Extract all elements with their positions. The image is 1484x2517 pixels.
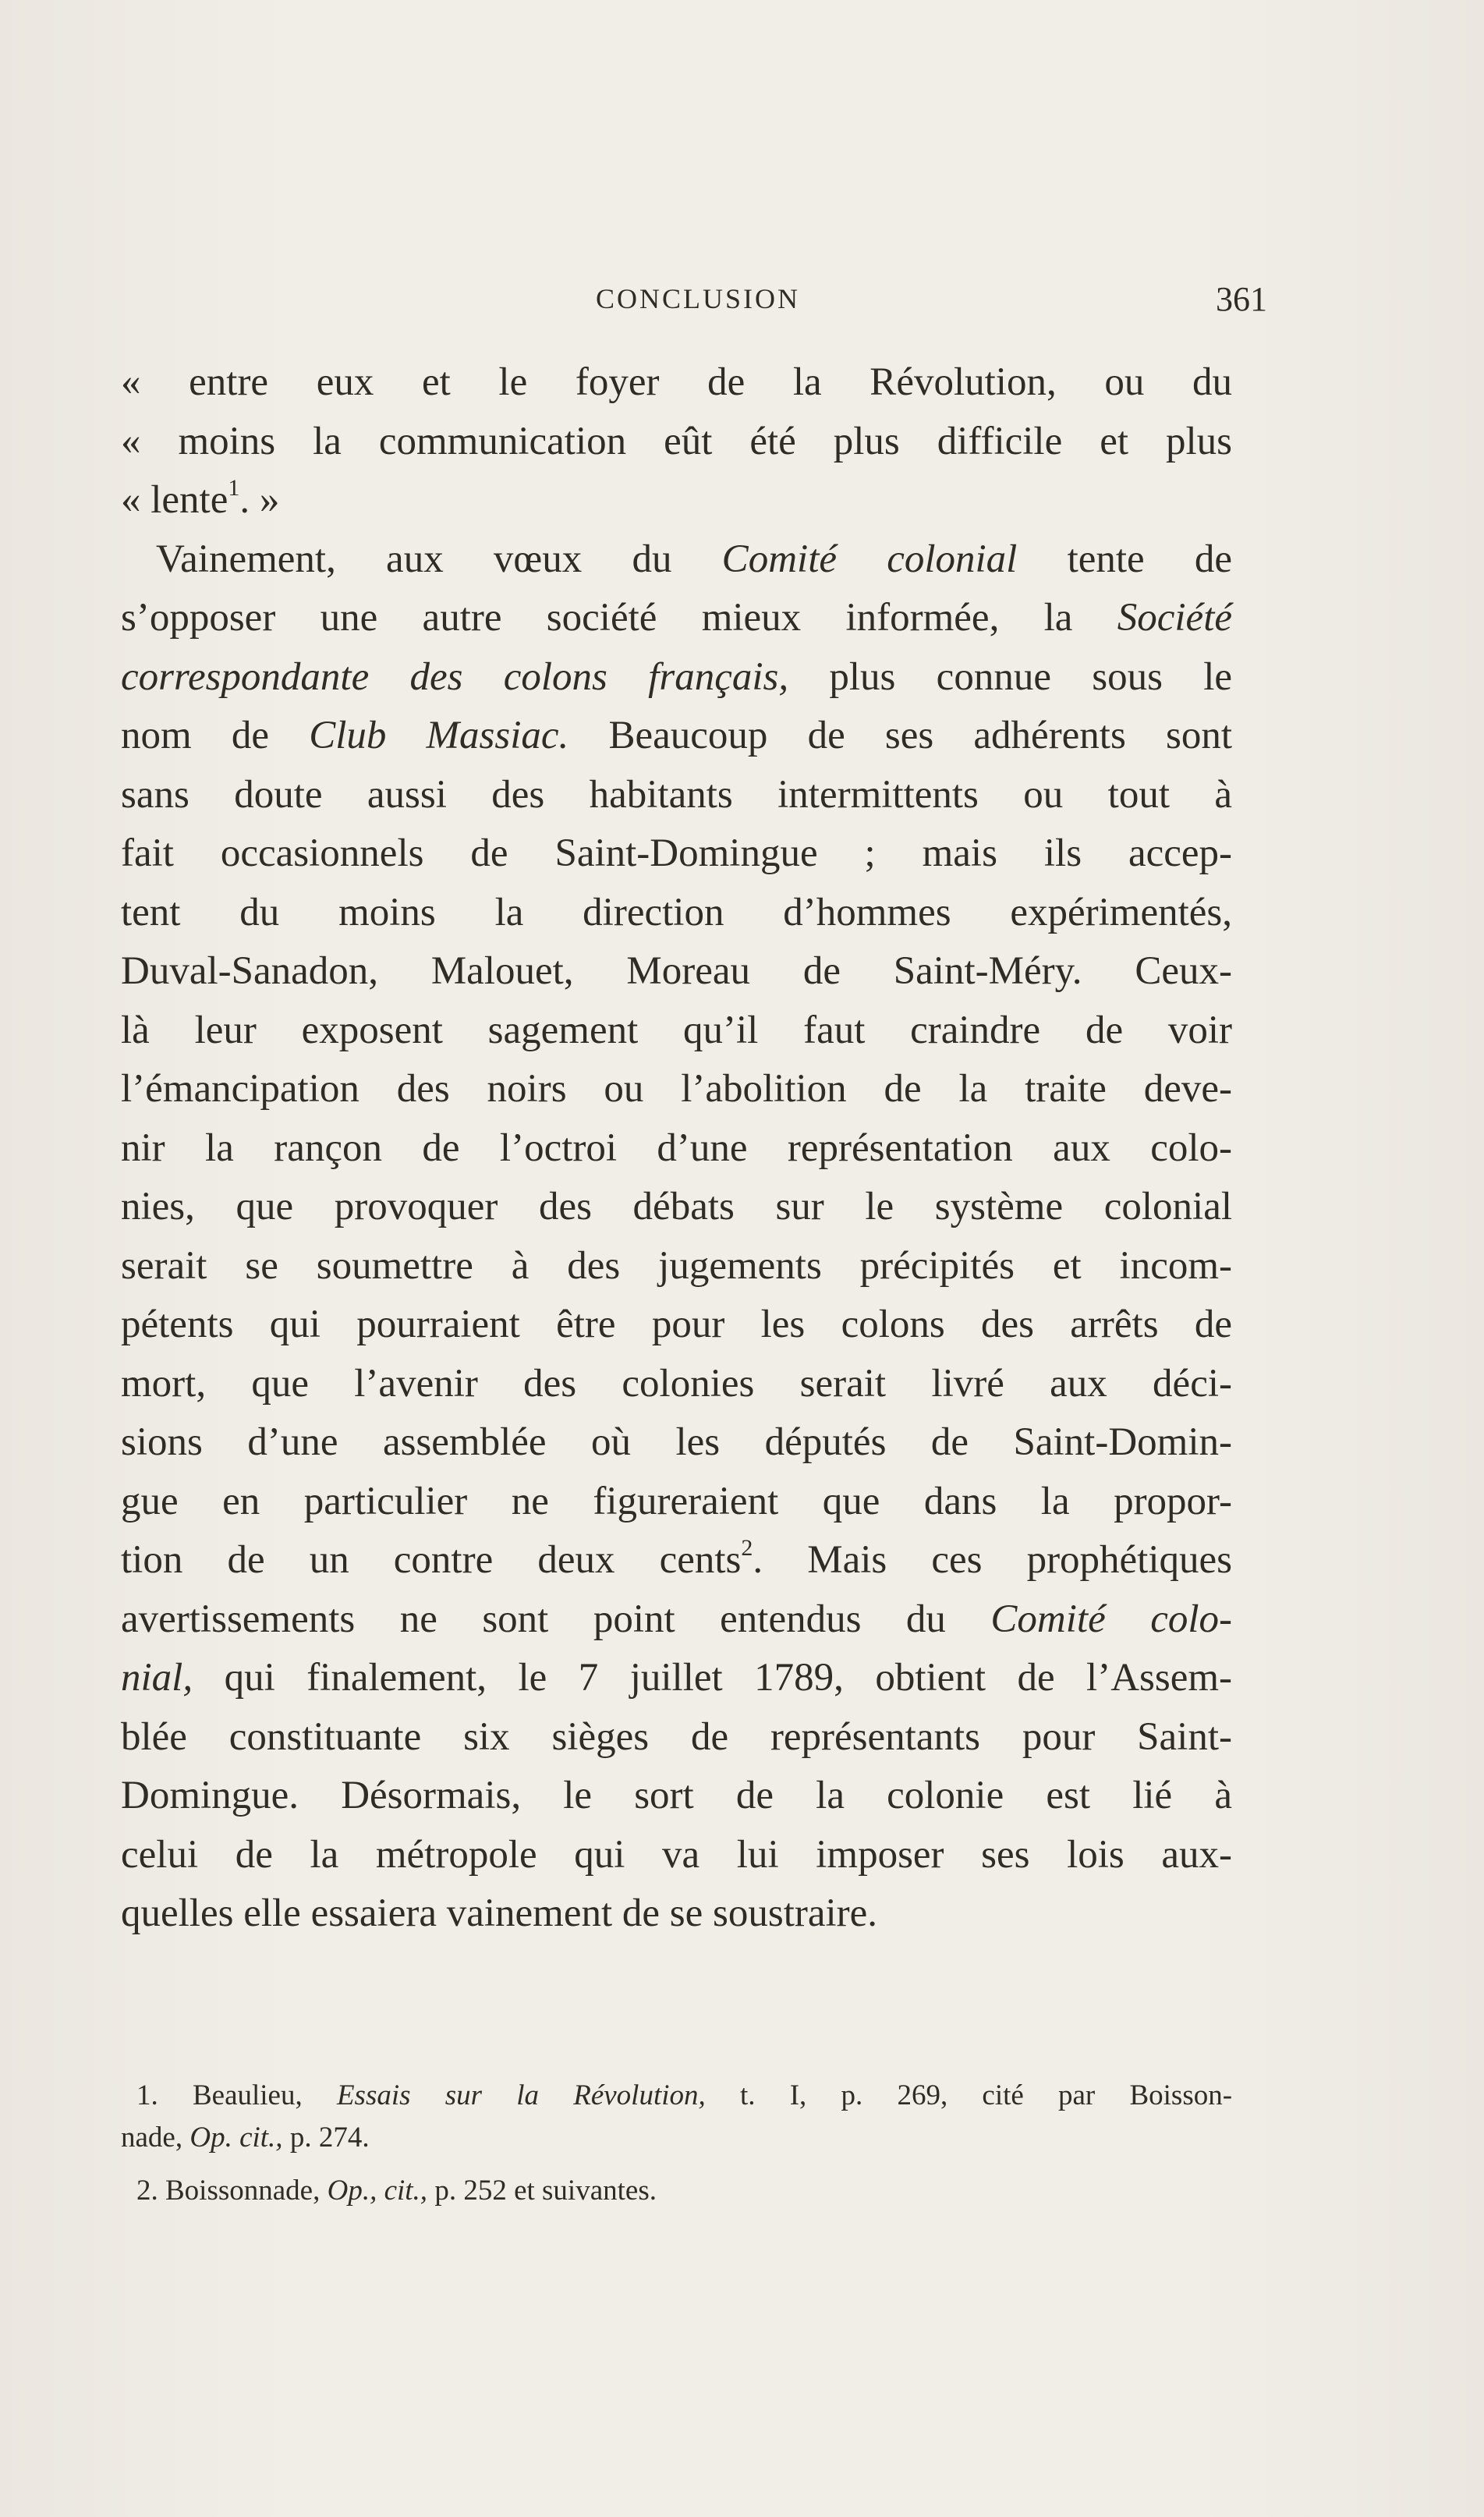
text-line: correspondante des colons français, plus connue sous le	[121, 654, 1232, 699]
footnote-ref-2: 2	[741, 1535, 753, 1561]
text-line: « entre eux et le foyer de la Révolution, ou du	[121, 360, 1232, 404]
text-line: Vainement, aux vœux du Comité colonial tente de	[156, 537, 1233, 581]
text-line: avertissements ne sont point entendus du Comité colo-	[121, 1597, 1232, 1641]
text-line: blée constituante six sièges de représentants pour Saint-	[121, 1714, 1232, 1759]
text-line: s’opposer une autre société mieux informée, la Société	[121, 596, 1232, 640]
text-line: l’émancipation des noirs ou l’abolition de la traite deve-	[121, 1067, 1232, 1111]
footnote-1: 1. Beaulieu, Essais sur la Révolution, t. I, p. 269, cité par Boisson-	[136, 2079, 1233, 2111]
running-title: CONCLUSION	[595, 283, 800, 314]
text-line: nir la rançon de l’octroi d’une représentation aux colo-	[121, 1126, 1232, 1170]
text-line: mort, que l’avenir des colonies serait livré aux déci-	[121, 1361, 1232, 1406]
text-line: Duval-Sanadon, Malouet, Moreau de Saint-Méry. Ceux-	[121, 949, 1232, 993]
text-line: nies, que provoquer des débats sur le système colonial	[121, 1185, 1232, 1228]
text-line: « moins la communication eût été plus difficile et plus	[121, 419, 1232, 463]
text-line: Domingue. Désormais, le sort de la colonie est lié à	[121, 1774, 1232, 1817]
body-text	[121, 353, 1232, 1944]
footnote-2: 2. Boissonnade, Op., cit., p. 252 et suivantes.	[136, 2175, 657, 2207]
text-line: nial, qui finalement, le 7 juillet 1789, obtient de l’Assem-	[121, 1656, 1233, 1700]
text-line: serait se soumettre à des jugements précipités et incom-	[121, 1243, 1232, 1288]
text-line: « lente$^1$. »	[121, 475, 280, 522]
text-line: tion de un contre deux cents$^2$. Mais ces prophétiques	[121, 1535, 1233, 1582]
text-line: quelles elle essaiera vainement de se soustraire.	[121, 1891, 878, 1935]
text-line: tent du moins la direction d’hommes expérimentés,	[121, 890, 1232, 934]
footnote-1-continued: nade, Op. cit., p. 274.	[121, 2122, 370, 2154]
text-line: nom de Club Massiac. Beaucoup de ses adhérents sont	[121, 714, 1233, 757]
text-line: celui de la métropole qui va lui imposer ses lois aux-	[121, 1832, 1232, 1877]
footnotes	[121, 2075, 1232, 2212]
text-line: fait occasionnels de Saint-Domingue ; mais ils accep-	[121, 831, 1232, 875]
text-line: gue en particulier ne figureraient que dans la propor-	[121, 1479, 1232, 1523]
running-head	[121, 279, 1275, 320]
page-number: 361	[1216, 280, 1267, 318]
text-line: sions d’une assemblée où les députés de Saint-Domin-	[121, 1420, 1232, 1464]
text-line: sans doute aussi des habitants intermittents ou tout à	[121, 772, 1232, 817]
footnote-ref-1: 1	[228, 475, 240, 501]
text-line: là leur exposent sagement qu’il faut craindre de voir	[121, 1008, 1232, 1052]
text-line: pétents qui pourraient être pour les colons des arrêts de	[121, 1303, 1232, 1346]
